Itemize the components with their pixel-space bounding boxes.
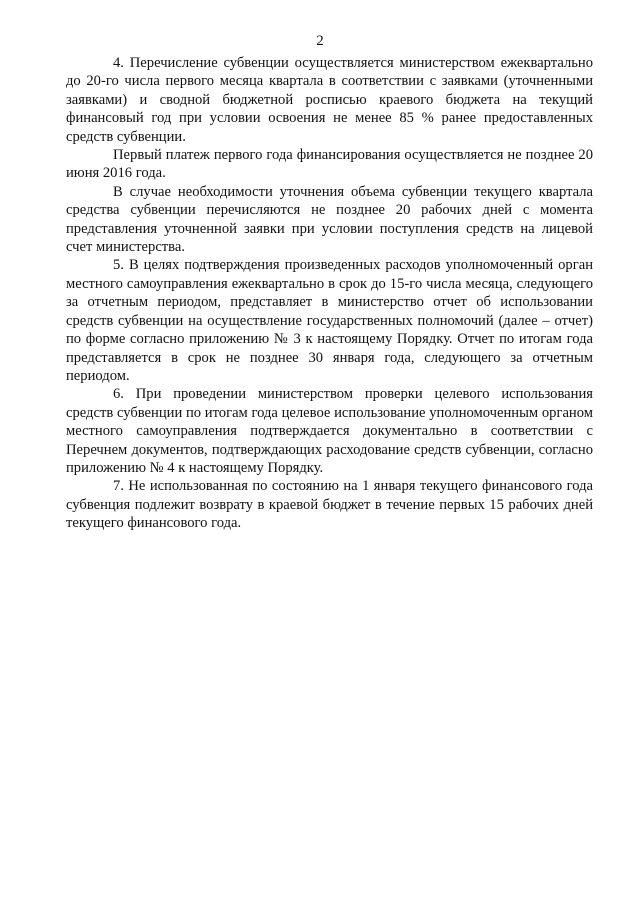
- page-number: 2: [316, 33, 324, 49]
- paragraph-6-target-use-check: 6. При проведении министерством проверки целевого использования средств субвенции по итогам года целевое использование уполномоченным органом местного самоуправления подтверждается документально в соответствии с Перечнем документов, подтверждающих расходование средств субвенции, согласно приложению № 4 к настоящему Порядку.: [66, 386, 593, 476]
- paragraph-4-transfer-of-subvention: 4. Перечисление субвенции осуществляется министерством ежеквартально до 20-го числа первого месяца квартала в соответствии с заявками (уточненными заявками) и сводной бюджетной росписью краевого бюджета на текущий финансовый год при условии освоения не менее 85 % ранее предоставленных средств субвенции.: [66, 55, 593, 145]
- document-body: [66, 54, 593, 533]
- paragraph-first-payment: Первый платеж первого года финансирования осуществляется не позднее 20 июня 2016 года.: [66, 147, 593, 182]
- paragraph-7-unused-subvention-return: 7. Не использованная по состоянию на 1 января текущего финансового года субвенция подлежит возврату в краевой бюджет в течение первых 15 рабочих дней текущего финансового года.: [66, 478, 593, 532]
- paragraph-quarter-adjustment: В случае необходимости уточнения объема субвенции текущего квартала средства субвенции перечисляются не позднее 20 рабочих дней с момента представления уточненной заявки при условии поступления средств на лицевой счет министерства.: [66, 183, 593, 256]
- paragraph-5-expense-report: 5. В целях подтверждения произведенных расходов уполномоченный орган местного самоуправления ежеквартально в срок до 15-го числа месяца, следующего за отчетным периодом, представляет в министерство отчет об использовании средств субвенции на осуществление государственных полномочий (далее – отчет) по форме согласно приложению № 3 к настоящему Порядку. Отчет по итогам года представляется в срок не позднее 30 января года, следующего за отчетным периодом.: [66, 257, 593, 384]
